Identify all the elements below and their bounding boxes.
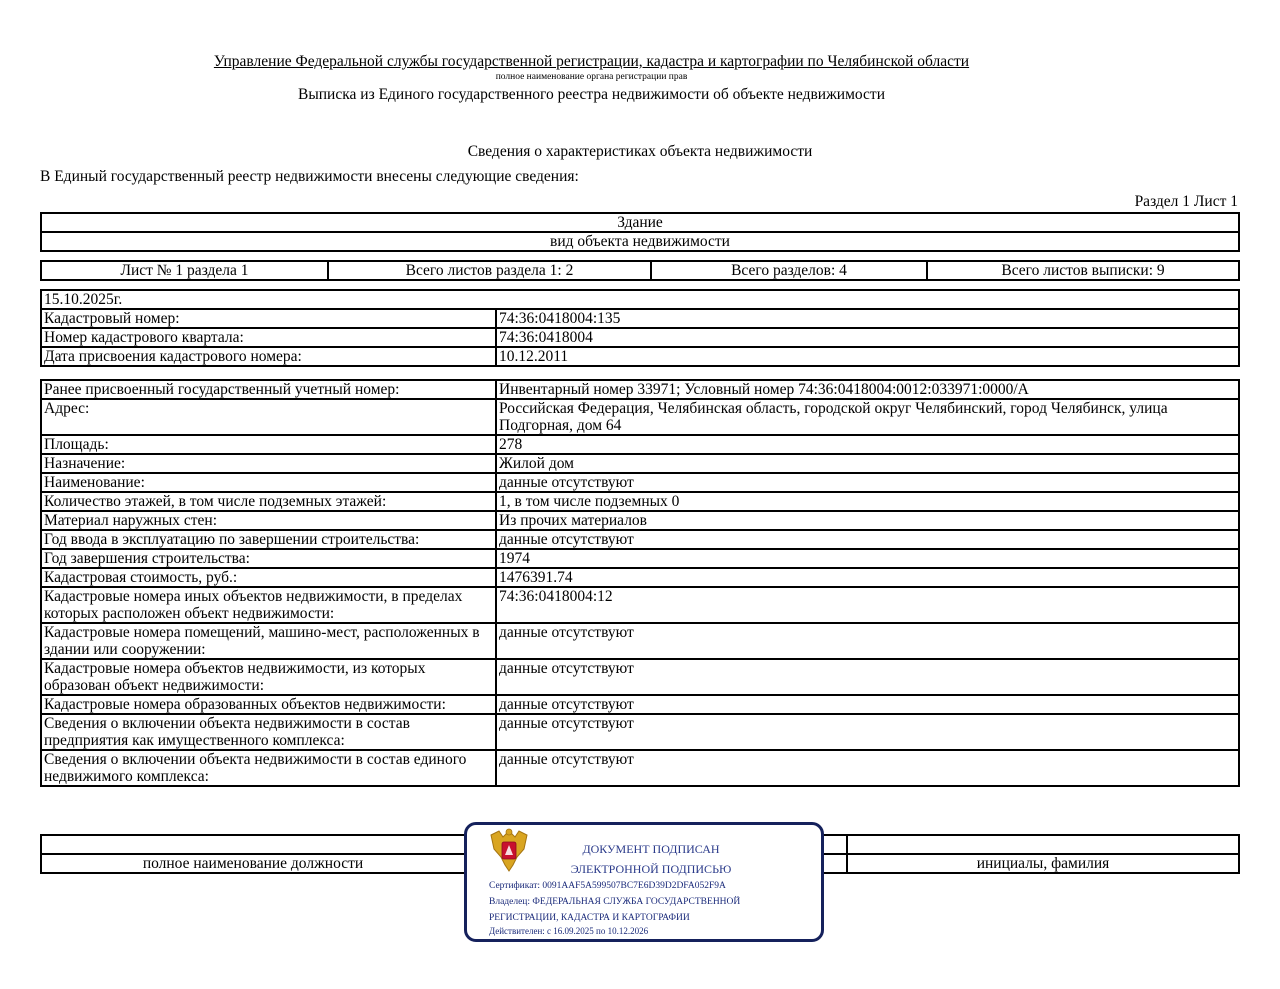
row-value: 74:36:0418004 [496,328,1239,347]
total-sheets-extract: Всего листов выписки: 9 [927,261,1239,280]
table-row [41,568,1239,587]
organization-name: Управление Федеральной службы государственной регистрации, кадастра и картографии по Челябинской области [213,53,970,70]
row-value: Инвентарный номер 33971; Условный номер 74:36:0418004:0012:033971:0000/А [496,380,1239,399]
section-title: Сведения о характеристиках объекта недвижимости [467,143,813,160]
row-label: Количество этажей, в том числе подземных этажей: [41,492,496,511]
table-row [41,328,1239,347]
row-value: данные отсутствуют [496,695,1239,714]
row-value: 74:36:0418004:12 [496,587,1239,623]
table-row [41,435,1239,454]
characteristics-table [40,379,1240,787]
table-row [41,347,1239,366]
row-value: Жилой дом [496,454,1239,473]
row-label: Площадь: [41,435,496,454]
table-row [41,714,1239,750]
row-label: Наименование: [41,473,496,492]
stamp-line-1: ДОКУМЕНТ ПОДПИСАН [582,842,720,856]
table-row [41,623,1239,659]
table-row [41,380,1239,399]
object-type-table [40,212,1240,252]
row-value: данные отсутствуют [496,530,1239,549]
organization-caption: полное наименование органа регистрации прав [495,72,688,82]
extract-title: Выписка из Единого государственного реестра недвижимости об объекте недвижимости [298,86,885,103]
position-field [41,835,465,854]
row-value: 278 [496,435,1239,454]
table-row [41,530,1239,549]
row-label: Кадастровые номера объектов недвижимости, из которых образован объект недвижимости: [41,659,496,695]
object-type: Здание [41,213,1239,232]
total-sections: Всего разделов: 4 [651,261,927,280]
row-value: 1476391.74 [496,568,1239,587]
name-caption: инициалы, фамилия [847,854,1239,873]
table-row [41,511,1239,530]
object-type-caption: вид объекта недвижимости [41,232,1239,251]
row-value: данные отсутствуют [496,714,1239,750]
row-label: Ранее присвоенный государственный учетный номер: [41,380,496,399]
stamp-line-2: ЭЛЕКТРОННОЙ ПОДПИСЬЮ [570,862,732,876]
row-value: Российская Федерация, Челябинская область, городской округ Челябинский, город Челябинск, улица Подгорная, дом 64 [496,399,1239,435]
row-label: Кадастровые номера помещений, машино-мест, расположенных в здании или сооружении: [41,623,496,659]
row-label: Кадастровые номера образованных объектов недвижимости: [41,695,496,714]
name-field [847,835,1239,854]
table-row [41,309,1239,328]
row-label: Назначение: [41,454,496,473]
row-value: 10.12.2011 [496,347,1239,366]
stamp-owner-2: РЕГИСТРАЦИИ, КАДАСТРА И КАРТОГРАФИИ [489,913,690,923]
stamp-certificate: Сертификат: 0091AAF5A599507BC7E6D39D2DFA052F9A [489,881,726,891]
row-label: Номер кадастрового квартала: [41,328,496,347]
table-row [41,473,1239,492]
row-label: Материал наружных стен: [41,511,496,530]
row-value: данные отсутствуют [496,659,1239,695]
table-row [41,492,1239,511]
total-sheets-section: Всего листов раздела 1: 2 [328,261,651,280]
row-label: Сведения о включении объекта недвижимости в состав единого недвижимого комплекса: [41,750,496,786]
sheet-info-table [40,260,1240,281]
row-value: данные отсутствуют [496,750,1239,786]
row-label: Год ввода в эксплуатацию по завершении строительства: [41,530,496,549]
table-row [41,587,1239,623]
electronic-signature-stamp [464,822,824,942]
sheet-number: Лист № 1 раздела 1 [41,261,328,280]
table-row [41,399,1239,435]
position-caption: полное наименование должности [41,854,465,873]
intro-text: В Единый государственный реестр недвижимости внесены следующие сведения: [40,168,579,185]
extract-date: 15.10.2025г. [41,290,1239,309]
row-label: Кадастровый номер: [41,309,496,328]
row-label: Сведения о включении объекта недвижимости в состав предприятия как имущественного комплекса: [41,714,496,750]
row-label: Кадастровая стоимость, руб.: [41,568,496,587]
stamp-owner-1: Владелец: ФЕДЕРАЛЬНАЯ СЛУЖБА ГОСУДАРСТВЕННОЙ [489,897,741,907]
table-row [41,695,1239,714]
table-row [41,750,1239,786]
row-label: Дата присвоения кадастрового номера: [41,347,496,366]
cadastral-table [40,289,1240,367]
table-row [41,454,1239,473]
table-row [41,659,1239,695]
row-value: данные отсутствуют [496,473,1239,492]
row-value: данные отсутствуют [496,623,1239,659]
row-value: 1974 [496,549,1239,568]
row-label: Адрес: [41,399,496,435]
row-label: Год завершения строительства: [41,549,496,568]
row-value: 1, в том числе подземных 0 [496,492,1239,511]
stamp-valid: Действителен: с 16.09.2025 по 10.12.2026 [489,926,649,936]
table-row [41,549,1239,568]
razdel-sheet-label: Раздел 1 Лист 1 [1134,193,1238,210]
row-value: Из прочих материалов [496,511,1239,530]
row-value: 74:36:0418004:135 [496,309,1239,328]
row-label: Кадастровые номера иных объектов недвижимости, в пределах которых расположен объект недвижимости: [41,587,496,623]
